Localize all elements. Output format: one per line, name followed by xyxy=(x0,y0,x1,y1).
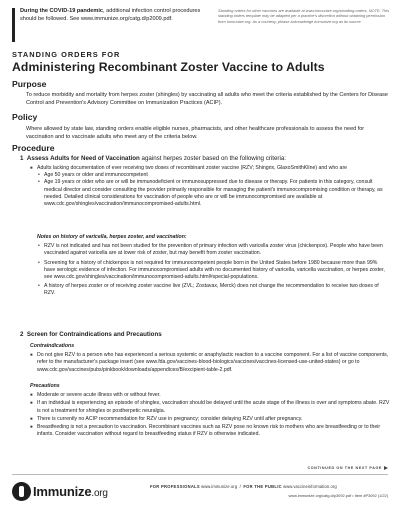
immunize-logo-icon xyxy=(12,482,31,501)
step1-criteria xyxy=(30,165,390,208)
immunize-logo xyxy=(12,480,108,502)
note-item: • RZV is not indicated and has not been studied for the prevention of primary infection with varicella zoster virus (chickenpox). People who have been vaccinated against varicella are at lower risk of zoster, but may benefit from zoster vaccination. xyxy=(30,243,390,257)
contraindications-heading: Contraindications xyxy=(30,343,75,349)
covid-notice-bold: During the COVID-19 pandemic xyxy=(20,8,103,14)
continued-text: CONTINUED ON THE NEXT PAGE xyxy=(307,466,382,470)
procedure-heading: Procedure xyxy=(12,143,55,153)
precautions-heading: Precautions xyxy=(30,383,60,389)
footer-divider xyxy=(12,474,388,475)
logo-suffix: .org xyxy=(91,487,108,499)
contraindication-item: ■ Do not give RZV to a person who has experienced a serious systemic or anaphylactic reaction to a vaccine component. For a list of vaccine components, refer to the manufacturer's package insert (see www.fda.gov/vaccines-blood-biologics/vaccines/vaccines-licensed-use-united-states) or go to www.cdc.gov/vaccines/pubs/pinkbook/downloads/appendices/B/excipient-table-2.pdf. xyxy=(30,352,390,374)
precaution-item: ■ Breastfeeding is not a precaution to vaccination. Recombinant vaccines such as RZV pose no known risk to mothers who are breastfeeding or to their infants. Consider vaccination without regard to breastfeeding status if RZV is otherwise indicated. xyxy=(30,424,390,438)
purpose-heading: Purpose xyxy=(12,79,47,89)
criteria-sub-item: • Age 50 years or older and immunocompetent xyxy=(30,172,390,179)
contraindications-section xyxy=(30,343,390,374)
header-note: Standing orders for other vaccines are available at www.immunize.org/standing-orders. NOTE: This standing orders template may be adapted per a practice's discretion without obtaining permission from Immunize.org. As a courtesy, please acknowledge Immunize.org as its source. xyxy=(218,8,390,24)
covid-notice xyxy=(12,8,212,42)
criteria-bullet: ■ Adults lacking documentation of ever receiving two doses of recombinant zoster vaccine (RZV; Shingrix, GlaxoSmithKline) and who are xyxy=(30,165,390,172)
footer-meta: www.immunize.org/catg.d/p3092.pdf • Item #P3092 (1/22) xyxy=(288,493,388,498)
document-eyebrow: STANDING ORDERS FOR xyxy=(12,50,121,59)
step1-notes xyxy=(30,234,390,297)
footer-separator: / xyxy=(239,484,241,489)
note-item: • Screening for a history of chickenpox is not required for immunocompetent people born in the United States before 1980 because more than 99% have serologic evidence of infection. For immunocompromised adults with no documented history of varicella, varicella vaccination, or herpes zoster, see www.cdc.gov/shingles/vaccination/immunocompromised-adults.html#special-populations. xyxy=(30,260,390,282)
document-title: Administering Recombinant Zoster Vaccine to Adults xyxy=(12,60,325,74)
step1-heading xyxy=(20,155,286,162)
logo-wordmark xyxy=(33,484,108,499)
step1-number: 1 xyxy=(20,155,24,162)
public-label: FOR THE PUBLIC xyxy=(243,484,282,489)
notes-heading: Notes on history of varicella, herpes zoster, and vaccination: xyxy=(37,234,187,240)
policy-text: Where allowed by state law, standing orders enable eligible nurses, pharmacists, and other healthcare professionals to assess the need for vaccination and to vaccinate adults who meet any of the criteria below. xyxy=(26,126,365,140)
footer-links xyxy=(150,484,337,489)
step2-heading xyxy=(20,331,162,338)
precaution-item: ■ There is currently no ACIP recommendation for RZV use in pregnancy; consider delaying RZV until after pregnancy. xyxy=(30,416,390,423)
public-link[interactable]: www.vaccineinformation.org xyxy=(283,484,337,489)
arrow-right-icon xyxy=(384,466,388,470)
professionals-label: FOR PROFESSIONALS xyxy=(150,484,200,489)
step1-rest: against herpes zoster based on the following criteria: xyxy=(139,155,286,162)
continued-notice xyxy=(307,466,388,470)
policy-heading: Policy xyxy=(12,112,38,122)
precaution-item: ■ Moderate or severe acute illness with or without fever. xyxy=(30,392,390,399)
professionals-link[interactable]: www.immunize.org xyxy=(201,484,238,489)
logo-name: Immunize xyxy=(33,483,92,499)
covid-notice-text: , additional infection control procedures should be followed. See www.immunize.org/catg.d/p2009.pdf. xyxy=(20,8,201,22)
step1-title: Assess Adults for Need of Vaccination xyxy=(26,155,140,162)
precaution-item: ■ If an individual is experiencing an episode of shingles, vaccination should be delayed until the acute stage of the illness is over and symptoms abate. RZV is not a treatment for shingles or postherpetic neuralgia. xyxy=(30,400,390,414)
note-item: • A history of herpes zoster or of receiving zoster vaccine live (ZVL; Zostavax, Merck) does not change the recommendation to receive two doses of RZV. xyxy=(30,283,390,297)
step2-title: Screen for Contraindications and Precautions xyxy=(26,331,162,338)
purpose-text: To reduce morbidity and mortality from herpes zoster (shingles) by vaccinating all adults who meet the criteria established by the Centers for Disease Control and Prevention's Advisory Committee on Immunization Practices (ACIP). xyxy=(26,92,388,106)
step2-number: 2 xyxy=(20,331,24,338)
criteria-sub-item: • Age 19 years or older who are or will be immunodeficient or immunosuppressed due to disease or therapy. For patients in this category, consult medical director and consider consulting the provider primarily responsible for managing the patient's immunocompromising condition or therapy, as needed. Detailed clinical considerations for vaccination of people who are or will be immunocompromised are available at www.cdc.gov/shingles/vaccination/immunocompromised-adults.html. xyxy=(30,179,390,208)
precautions-section xyxy=(30,383,390,438)
